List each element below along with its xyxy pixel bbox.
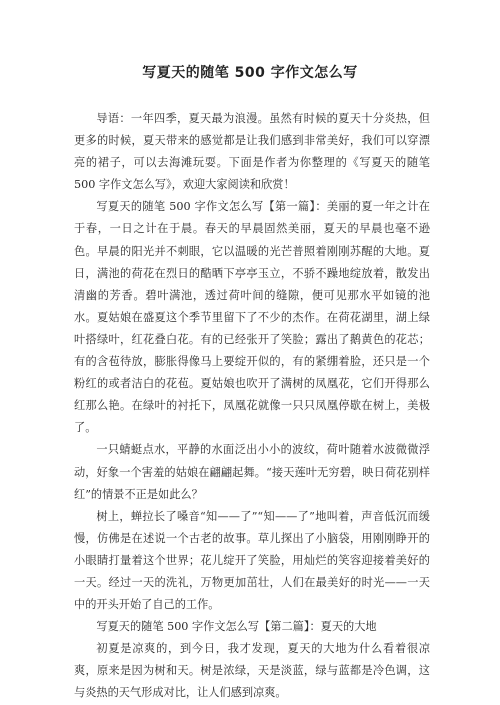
dragonfly-paragraph: 一只蜻蜓点水，平静的水面泛出小小的波纹，荷叶随着水波微微浮动，好象一个害羞的姑娘在翩翩起舞。“接天莲叶无穷碧，映日荷花别样红”的情景不正是如此么？ [74,443,430,501]
section-one-paragraph: 写夏天的随笔 500 字作文怎么写【第一篇】：美丽的夏一年之计在于春，一日之计在于晨。春天的早晨固然美丽，夏天的早晨也毫不逊色。早晨的阳光并不刺眼，它以温暖的光芒普照着刚刚苏醒的大地。夏日，满池的荷花在烈日的酷晒下亭亭玉立，不骄不躁地绽放着，散发出清幽的芳香。碧叶满池，透过荷叶间的缝隙，便可见那水平如镜的池水。夏姑娘在盛夏这个季节里留下了不少的杰作。在荷花湖里，湖上绿叶搭绿叶，红花叠白花。有的已经张开了笑脸；露出了鹅黄色的花芯；有的含苞待放，膨胀得像马上要绽开似的，有的紧绷着脸，还只是一个粉红的或者洁白的花苞。夏姑娘也吹开了满树的凤凰花，它们开得那么红那么艳。在绿叶的衬托下，凤凰花就像一只只凤凰停歇在树上，美极了。 [74,200,430,435]
intro-paragraph: 导语：一年四季，夏天最为浪漫。虽然有时候的夏天十分炎热，但更多的时候，夏天带来的感觉都是让我们感到非常美好，我们可以穿漂亮的裙子，可以去海滩玩耍。下面是作者为你整理的《写夏天的随笔 500 字作文怎么写》，欢迎大家阅读和欣赏！ [74,112,430,192]
cicada-paragraph: 树上，蝉拉长了嗓音“知——了”“知——了”地叫着，声音低沉而缓慢，仿佛是在述说一个古老的故事。草儿探出了小脑袋，用刚刚睁开的小眼睛打量着这个世界；花儿绽开了笑脸，用灿烂的笑容迎接着美好的一天。经过一天的洗礼，万物更加茁壮，人们在最美好的时光——一天中的开头开始了自己的工作。 [74,509,430,612]
article-body [74,108,430,705]
article-title: 写夏天的随笔 500 字作文怎么写 [142,65,358,81]
section-two-heading: 写夏天的随笔 500 字作文怎么写【第二篇】：夏天的大地 [96,620,377,634]
section-two-paragraph: 初夏是凉爽的，到今日，我才发现，夏天的大地为什么看着很凉爽，原来是因为树和天。树是浓绿，天是淡蓝，绿与蓝都是冷色调，这与炎热的天气形成对比，让人们感到凉爽。 [74,642,430,700]
